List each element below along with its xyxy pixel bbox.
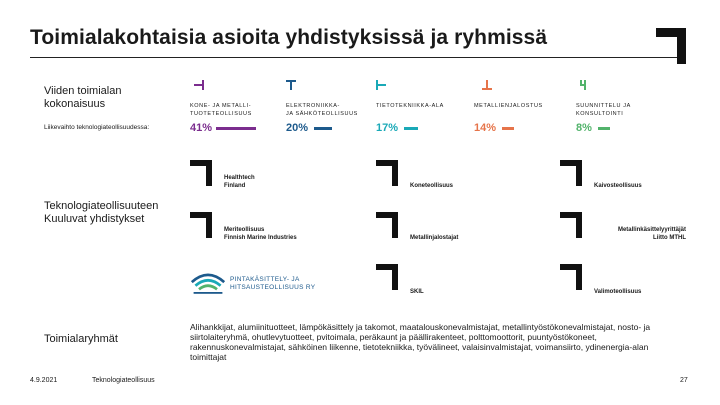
- footer-date: 4.9.2021: [30, 377, 58, 384]
- sector-marker-icon: [286, 80, 296, 90]
- sector-name: METALLIENJALOSTUS: [474, 103, 543, 109]
- sector-marker-icon: [482, 80, 492, 90]
- sector-percent: 8%: [576, 122, 592, 134]
- sector-name: TIETOTEKNIIKKA-ALA: [376, 103, 444, 109]
- sector-name: SUUNNITTELU JA KONSULTOINTI: [576, 103, 631, 117]
- sector-bar: [314, 127, 332, 130]
- association-healthtech: Healthtech Finland: [224, 175, 255, 189]
- page-number: 27: [680, 377, 688, 384]
- sector-marker-icon: [194, 80, 204, 90]
- association-kaivosteollisuus: Kaivosteollisuus: [594, 183, 642, 189]
- associations-label: Teknologiateollisuuteen Kuuluvat yhdistykset: [44, 200, 159, 225]
- footer-organization: Teknologiateollisuus: [92, 377, 155, 384]
- pintaliitto-name: PINTAKÄSITTELY- JA HITSAUSTEOLLISUUS RY: [230, 276, 316, 291]
- association-metallinkasittely: Metallinkäsittelyyrittäjät Liitto MTHL: [617, 227, 686, 241]
- association-marker-icon: [560, 160, 582, 186]
- association-koneteollisuus: Koneteollisuus: [410, 183, 454, 189]
- sector-percent: 41%: [190, 122, 213, 134]
- sector-bar: [404, 127, 418, 130]
- size-label: Liikevaihto teknologiateollisuudessa:: [44, 124, 150, 131]
- association-marker-icon: [376, 264, 398, 290]
- association-valimoteollisuus: Valimoteollisuus: [594, 289, 642, 295]
- page-title: Toimialakohtaisia asioita yhdistyksissä ja ryhmissä: [30, 26, 548, 49]
- association-skil: SKIL: [410, 289, 424, 295]
- overview-label: Viiden toimialan kokonaisuus: [44, 85, 122, 110]
- sector-bar: [216, 127, 256, 130]
- sector-name: ELEKTRONIIKKA- JA SÄHKÖTEOLLISUUS: [286, 103, 358, 117]
- wave-arc-logo-icon: [190, 268, 226, 298]
- association-marker-icon: [190, 212, 212, 238]
- sector-percent: 14%: [474, 122, 497, 134]
- sector-marker-icon: [580, 80, 590, 90]
- sector-name: KONE- JA METALLI- TUOTETEOLLISUUS: [190, 103, 252, 117]
- sector-bar: [598, 127, 610, 130]
- sector-bar: [502, 127, 514, 130]
- groups-label: Toimialaryhmät: [44, 333, 118, 345]
- association-marker-icon: [560, 264, 582, 290]
- association-marker-icon: [376, 212, 398, 238]
- association-marker-icon: [376, 160, 398, 186]
- pintaliitto-logo: [190, 268, 340, 300]
- sector-marker-icon: [376, 80, 386, 90]
- association-marker-icon: [190, 160, 212, 186]
- title-divider: [30, 57, 684, 58]
- association-metallinjalostajat: Metallinjalostajat: [410, 235, 459, 241]
- brand-logo-icon: [656, 28, 686, 64]
- association-meriteollisuus: Meriteollisuus Finnish Marine Industries: [224, 227, 297, 241]
- groups-description: Alihankkijat, alumiinituotteet, lämpökäsittely ja takomot, maatalouskonevalmistajat, metallintyöstökonevalmistajat, nosto- ja siirtolaiteryhmä, ohutlevytuotteet, pvitoimala, peräkaunt ja päällirakenteet, polttomoottorit, puuntyöstökoneet, rakennuskonevalmistajat, sähköinen liikenne, tietotekniikka, työvälineet, valaisinvalmistajat, voimansiirto, ydinenergia-alan toimittajat: [190, 322, 651, 362]
- sector-percent: 17%: [376, 122, 399, 134]
- sector-percent: 20%: [286, 122, 309, 134]
